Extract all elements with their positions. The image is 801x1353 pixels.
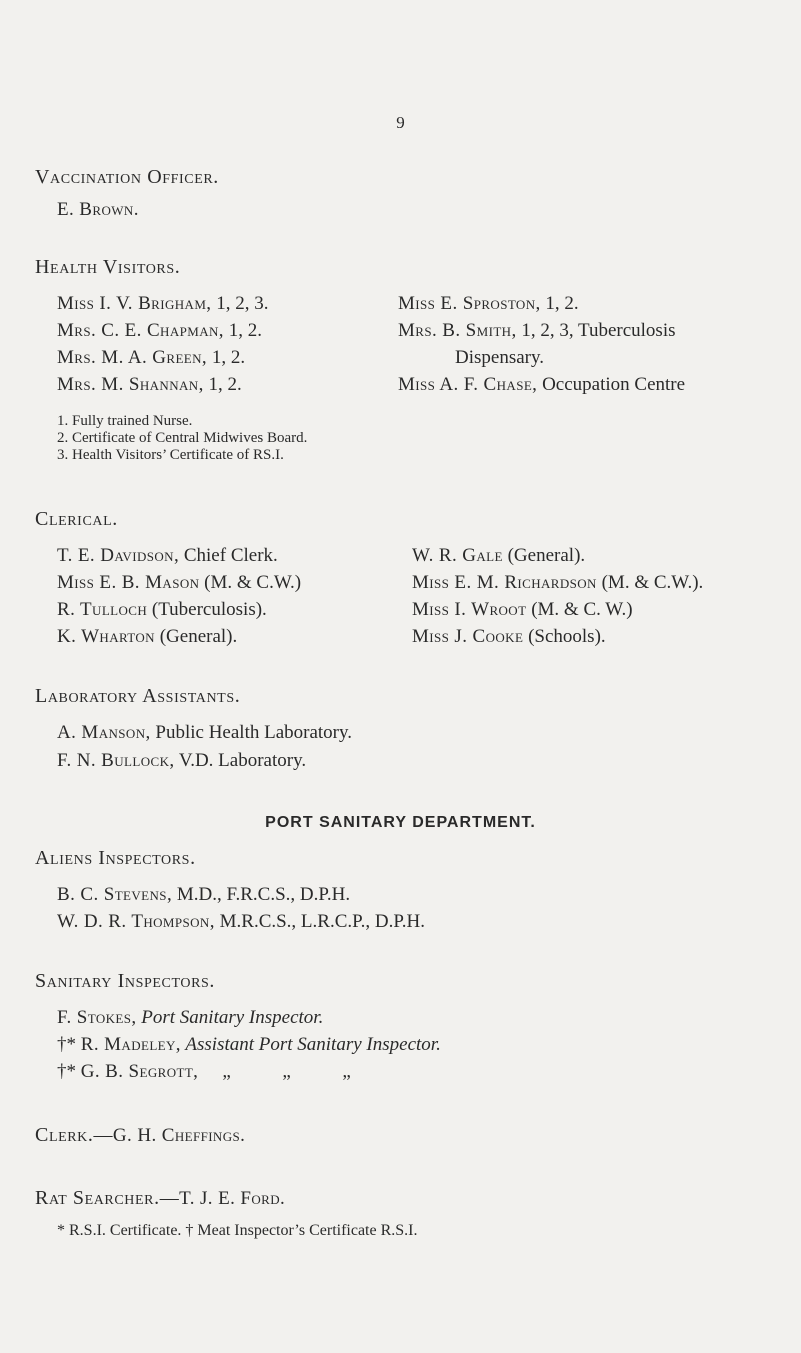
health-visitor-right-4: Miss A. F. Chase, Occupation Centre	[398, 374, 686, 395]
health-visitor-left-4: Mrs. M. Shannan, 1, 2.	[57, 374, 242, 395]
certificate-footnote: * R.S.I. Certificate. † Meat Inspector’s Certificate R.S.I.	[57, 1222, 418, 1239]
clerk-line: Clerk.—G. H. Cheffings.	[35, 1124, 246, 1146]
sanitary-inspectors-heading: Sanitary Inspectors.	[35, 970, 215, 992]
clerical-right-2: Miss E. M. Richardson (M. & C.W.).	[412, 572, 704, 593]
clerical-heading: Clerical.	[35, 508, 118, 530]
sanitary-inspector-3: †* G. B. Segrott, „ „ „	[57, 1061, 402, 1083]
health-visitor-right-3: Dispensary.	[455, 347, 544, 368]
page-number: 9	[396, 113, 405, 132]
laboratory-assistant-1: A. Manson, Public Health Laboratory.	[57, 722, 353, 743]
note-3: 3. Health Visitors’ Certificate of RS.I.	[57, 447, 284, 463]
clerical-right-3: Miss I. Wroot (M. & C. W.)	[412, 599, 633, 620]
sanitary-inspector-2: †* R. Madeley, Assistant Port Sanitary Inspector.	[57, 1034, 441, 1055]
port-department-title: PORT SANITARY DEPARTMENT.	[265, 814, 536, 831]
clerical-left-3: R. Tulloch (Tuberculosis).	[57, 599, 267, 620]
health-visitor-left-2: Mrs. C. E. Chapman, 1, 2.	[57, 320, 262, 341]
health-visitor-right-2: Mrs. B. Smith, 1, 2, 3, Tuberculosis	[398, 320, 676, 341]
aliens-inspector-2: W. D. R. Thompson, M.R.C.S., L.R.C.P., D.P.H.	[57, 911, 425, 932]
note-1: 1. Fully trained Nurse.	[57, 413, 193, 429]
clerical-left-2: Miss E. B. Mason (M. & C.W.)	[57, 572, 302, 593]
ditto-mark-3: „	[342, 1061, 351, 1082]
laboratory-assistant-2: F. N. Bullock, V.D. Laboratory.	[57, 750, 307, 771]
health-visitor-left-1: Miss I. V. Brigham, 1, 2, 3.	[57, 293, 269, 314]
note-2: 2. Certificate of Central Midwives Board.	[57, 430, 308, 446]
sanitary-inspector-1: F. Stokes, Port Sanitary Inspector.	[57, 1007, 324, 1028]
aliens-inspector-1: B. C. Stevens, M.D., F.R.C.S., D.P.H.	[57, 884, 351, 905]
ditto-mark-2: „	[282, 1061, 291, 1082]
clerical-left-4: K. Wharton (General).	[57, 626, 238, 647]
aliens-inspectors-heading: Aliens Inspectors.	[35, 847, 196, 869]
ditto-mark-1: „	[222, 1061, 231, 1082]
rat-searcher-line: Rat Searcher.—T. J. E. Ford.	[35, 1187, 286, 1209]
clerical-left-1: T. E. Davidson, Chief Clerk.	[57, 545, 278, 566]
vaccination-officer-name: E. Brown.	[57, 199, 139, 220]
health-visitors-heading: Health Visitors.	[35, 256, 181, 278]
laboratory-heading: Laboratory Assistants.	[35, 685, 241, 707]
vaccination-heading: Vaccination Officer.	[35, 166, 219, 188]
clerical-right-1: W. R. Gale (General).	[412, 545, 586, 566]
health-visitor-left-3: Mrs. M. A. Green, 1, 2.	[57, 347, 246, 368]
clerical-right-4: Miss J. Cooke (Schools).	[412, 626, 606, 647]
health-visitor-right-1: Miss E. Sproston, 1, 2.	[398, 293, 579, 314]
